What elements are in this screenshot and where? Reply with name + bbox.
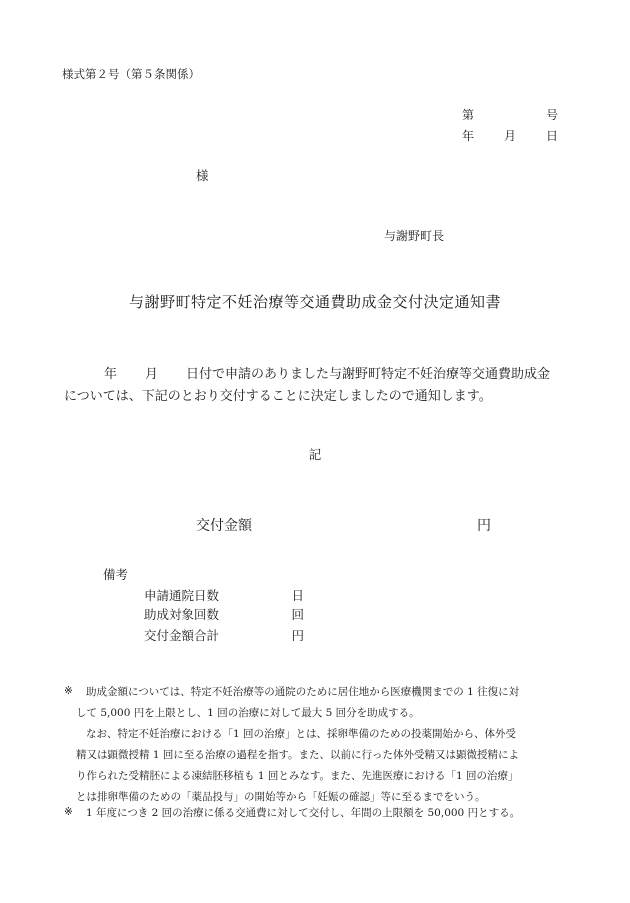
note-1-line-3: なお、特定不妊治療における「1 回の治療」とは、採卵準備のための投薬開始から、体外受 <box>86 728 517 740</box>
remark-row <box>144 605 304 623</box>
amount-unit: 円 <box>477 518 491 534</box>
body-line-2: については、下記のとおり交付することに決定しましたので通知します。 <box>64 389 492 404</box>
remarks-heading: 備考 <box>103 567 129 582</box>
note-1-line-1: 助成金額については、特定不妊治療等の通院のために居住地から医療機関までの 1 往復に対 <box>86 686 520 698</box>
note-1-line-6: とは排卵準備のための「薬品投与」の開始等から「妊娠の確認」等に至るまでをいう。 <box>76 791 486 803</box>
note-1-line-2: して 5,000 円を上限とし、1 回の治療に対して最大 5 回分を助成する。 <box>76 707 420 719</box>
date-year: 年 <box>462 129 475 143</box>
remark-unit: 円 <box>291 628 304 643</box>
ki-heading: 記 <box>308 447 322 462</box>
document-number-prefix: 第 <box>462 108 475 122</box>
note-2-mark: ※ <box>64 806 73 818</box>
document-number-suffix: 号 <box>545 108 558 122</box>
issuer-name: 与謝野町長 <box>384 229 445 243</box>
body-line-1-rest: 日付で申請のありました与謝野町特定不妊治療等交通費助成金 <box>186 367 551 382</box>
note-1-line-4: 精又は顕微授精 1 回に至る治療の過程を指す。また、以前に行った体外受精又は顕微授精によ <box>76 749 520 761</box>
document-date-line <box>462 127 558 144</box>
remark-unit: 日 <box>291 588 304 603</box>
remark-label: 申請通院日数 <box>144 588 220 603</box>
note-2-text: 1 年度につき 2 回の治療に係る交通費に対して交付し、年間の上限額を 50,000 円とする。 <box>86 807 521 819</box>
body-line-1 <box>104 363 550 382</box>
form-number: 様式第２号（第５条関係） <box>62 67 200 81</box>
document-number-line <box>462 106 558 123</box>
remark-row <box>144 586 304 604</box>
body-month: 月 <box>145 367 159 382</box>
body-year: 年 <box>104 367 118 382</box>
recipient-honorific: 様 <box>196 168 209 183</box>
note-1-line-5: り作られた受精胚による凍結胚移植も 1 回とみなす。また、先進医療における「1 回の治療」 <box>76 770 519 782</box>
date-day: 日 <box>545 129 558 143</box>
remark-unit: 回 <box>291 607 304 622</box>
note-1-mark: ※ <box>64 685 73 697</box>
remark-label: 助成対象回数 <box>144 607 220 622</box>
amount-label: 交付金額 <box>196 518 252 534</box>
remark-label: 交付金額合計 <box>144 628 220 643</box>
document-title: 与謝野町特定不妊治療等交通費助成金交付決定通知書 <box>128 293 501 311</box>
date-month: 月 <box>503 129 516 143</box>
remark-row <box>144 626 304 644</box>
